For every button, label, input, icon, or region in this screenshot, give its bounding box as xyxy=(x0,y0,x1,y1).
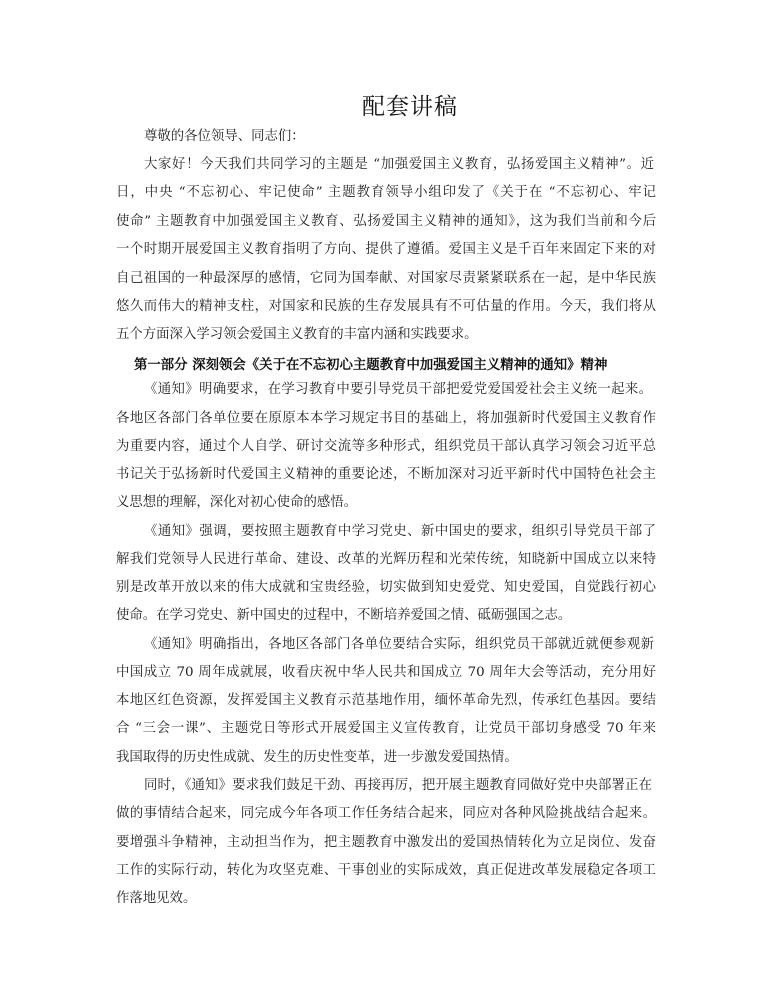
intro-line-3: 使命” 主题教育中加强爱国主义教育、弘扬爱国主义精神的通知》，这为我们当前和今后 xyxy=(116,214,656,229)
intro-line-7: 五个方面深入学习领会爱国主义教育的丰富内涵和实践要求。 xyxy=(116,327,478,342)
document-title: 配套讲稿 xyxy=(362,94,458,120)
sec-p4-line-3: 要增强斗争精神，主动担当作为，把主题教育中激发出的爱国热情转化为立足岗位、发奋 xyxy=(116,835,656,850)
section-heading: 第一部分 深刻领会《关于在不忘初心主题教育中加强爱国主义精神的通知》精神 xyxy=(134,358,608,373)
intro-line-5: 自己祖国的一种最深厚的感情，它同为国奉献、对国家尽责紧紧联系在一起，是中华民族 xyxy=(116,271,656,286)
sec-p1-line-5: 义思想的理解，深化对初心使命的感悟。 xyxy=(116,495,358,510)
sec-p1-line-1: 《通知》明确要求，在学习教育中要引导党员干部把爱党爱国爱社会主义统一起来。 xyxy=(144,382,652,397)
sec-p1-line-2: 各地区各部门各单位要在原原本本学习规定书目的基础上，将加强新时代爱国主义教育作 xyxy=(116,411,656,426)
sec-p4-line-1: 同时，《通知》要求我们鼓足干劲、再接再厉，把开展主题教育同做好党中央部署正在 xyxy=(144,778,652,793)
sec-p4-line-5: 作落地见效。 xyxy=(116,891,197,906)
sec-p3-line-3: 本地区红色资源，发挥爱国主义教育示范基地作用，缅怀革命先烈，传承红色基因。要结 xyxy=(116,693,656,708)
intro-line-4: 一个时期开展爱国主义教育指明了方向、提供了遵循。爱国主义是千百年来固定下来的对 xyxy=(116,242,656,257)
intro-line-1: 大家好！今天我们共同学习的主题是 “加强爱国主义教育，弘扬爱国主义精神”。近 xyxy=(144,157,654,172)
sec-p2-line-4: 使命。在学习党史、新中国史的过程中，不断培养爱国之情、砥砺强国之志。 xyxy=(116,608,572,623)
sec-p2-line-3: 别是改革开放以来的伟大成就和宝贵经验，切实做到知史爱党、知史爱国，自觉践行初心 xyxy=(116,580,656,595)
sec-p4-line-4: 工作的实际行动，转化为攻坚克难、干事创业的实际成效，真正促进改革发展稳定各项工 xyxy=(116,863,656,878)
sec-p3-line-5: 我国取得的历史性成就、发生的历史性变革，进一步激发爱国热情。 xyxy=(116,750,518,765)
intro-line-2: 日，中央 “不忘初心、牢记使命” 主题教育领导小组印发了《关于在 “不忘初心、牢记 xyxy=(116,185,656,200)
sec-p1-line-4: 书记关于弘扬新时代爱国主义精神的重要论述，不断加深对习近平新时代中国特色社会主 xyxy=(116,467,656,482)
sec-p2-line-2: 解我们党领导人民进行革命、建设、改革的光辉历程和光荣传统，知晓新中国成立以来特 xyxy=(116,552,656,567)
sec-p1-line-3: 为重要内容，通过个人自学、研讨交流等多种形式，组织党员干部认真学习领会习近平总 xyxy=(116,439,656,454)
sec-p4-line-2: 做的事情结合起来，同完成今年各项工作任务结合起来，同应对各种风险挑战结合起来。 xyxy=(116,806,656,821)
intro-line-6: 悠久而伟大的精神支柱，对国家和民族的生存发展具有不可估量的作用。今天，我们将从 xyxy=(116,299,656,314)
sec-p2-line-1: 《通知》强调，要按照主题教育中学习党史、新中国史的要求，组织引导党员干部了 xyxy=(144,524,656,539)
sec-p3-line-1: 《通知》明确指出，各地区各部门各单位要结合实际，组织党员干部就近就便参观新 xyxy=(144,637,654,652)
sec-p3-line-2: 中国成立 70 周年成就展，收看庆祝中华人民共和国成立 70 周年大会等活动，充分用好 xyxy=(116,665,656,680)
sec-p3-line-4: 合 “三会一课”、主题党日等形式开展爱国主义宣传教育，让党员干部切身感受 70 年来 xyxy=(116,721,656,736)
salutation: 尊敬的各位领导、同志们： xyxy=(144,129,305,144)
